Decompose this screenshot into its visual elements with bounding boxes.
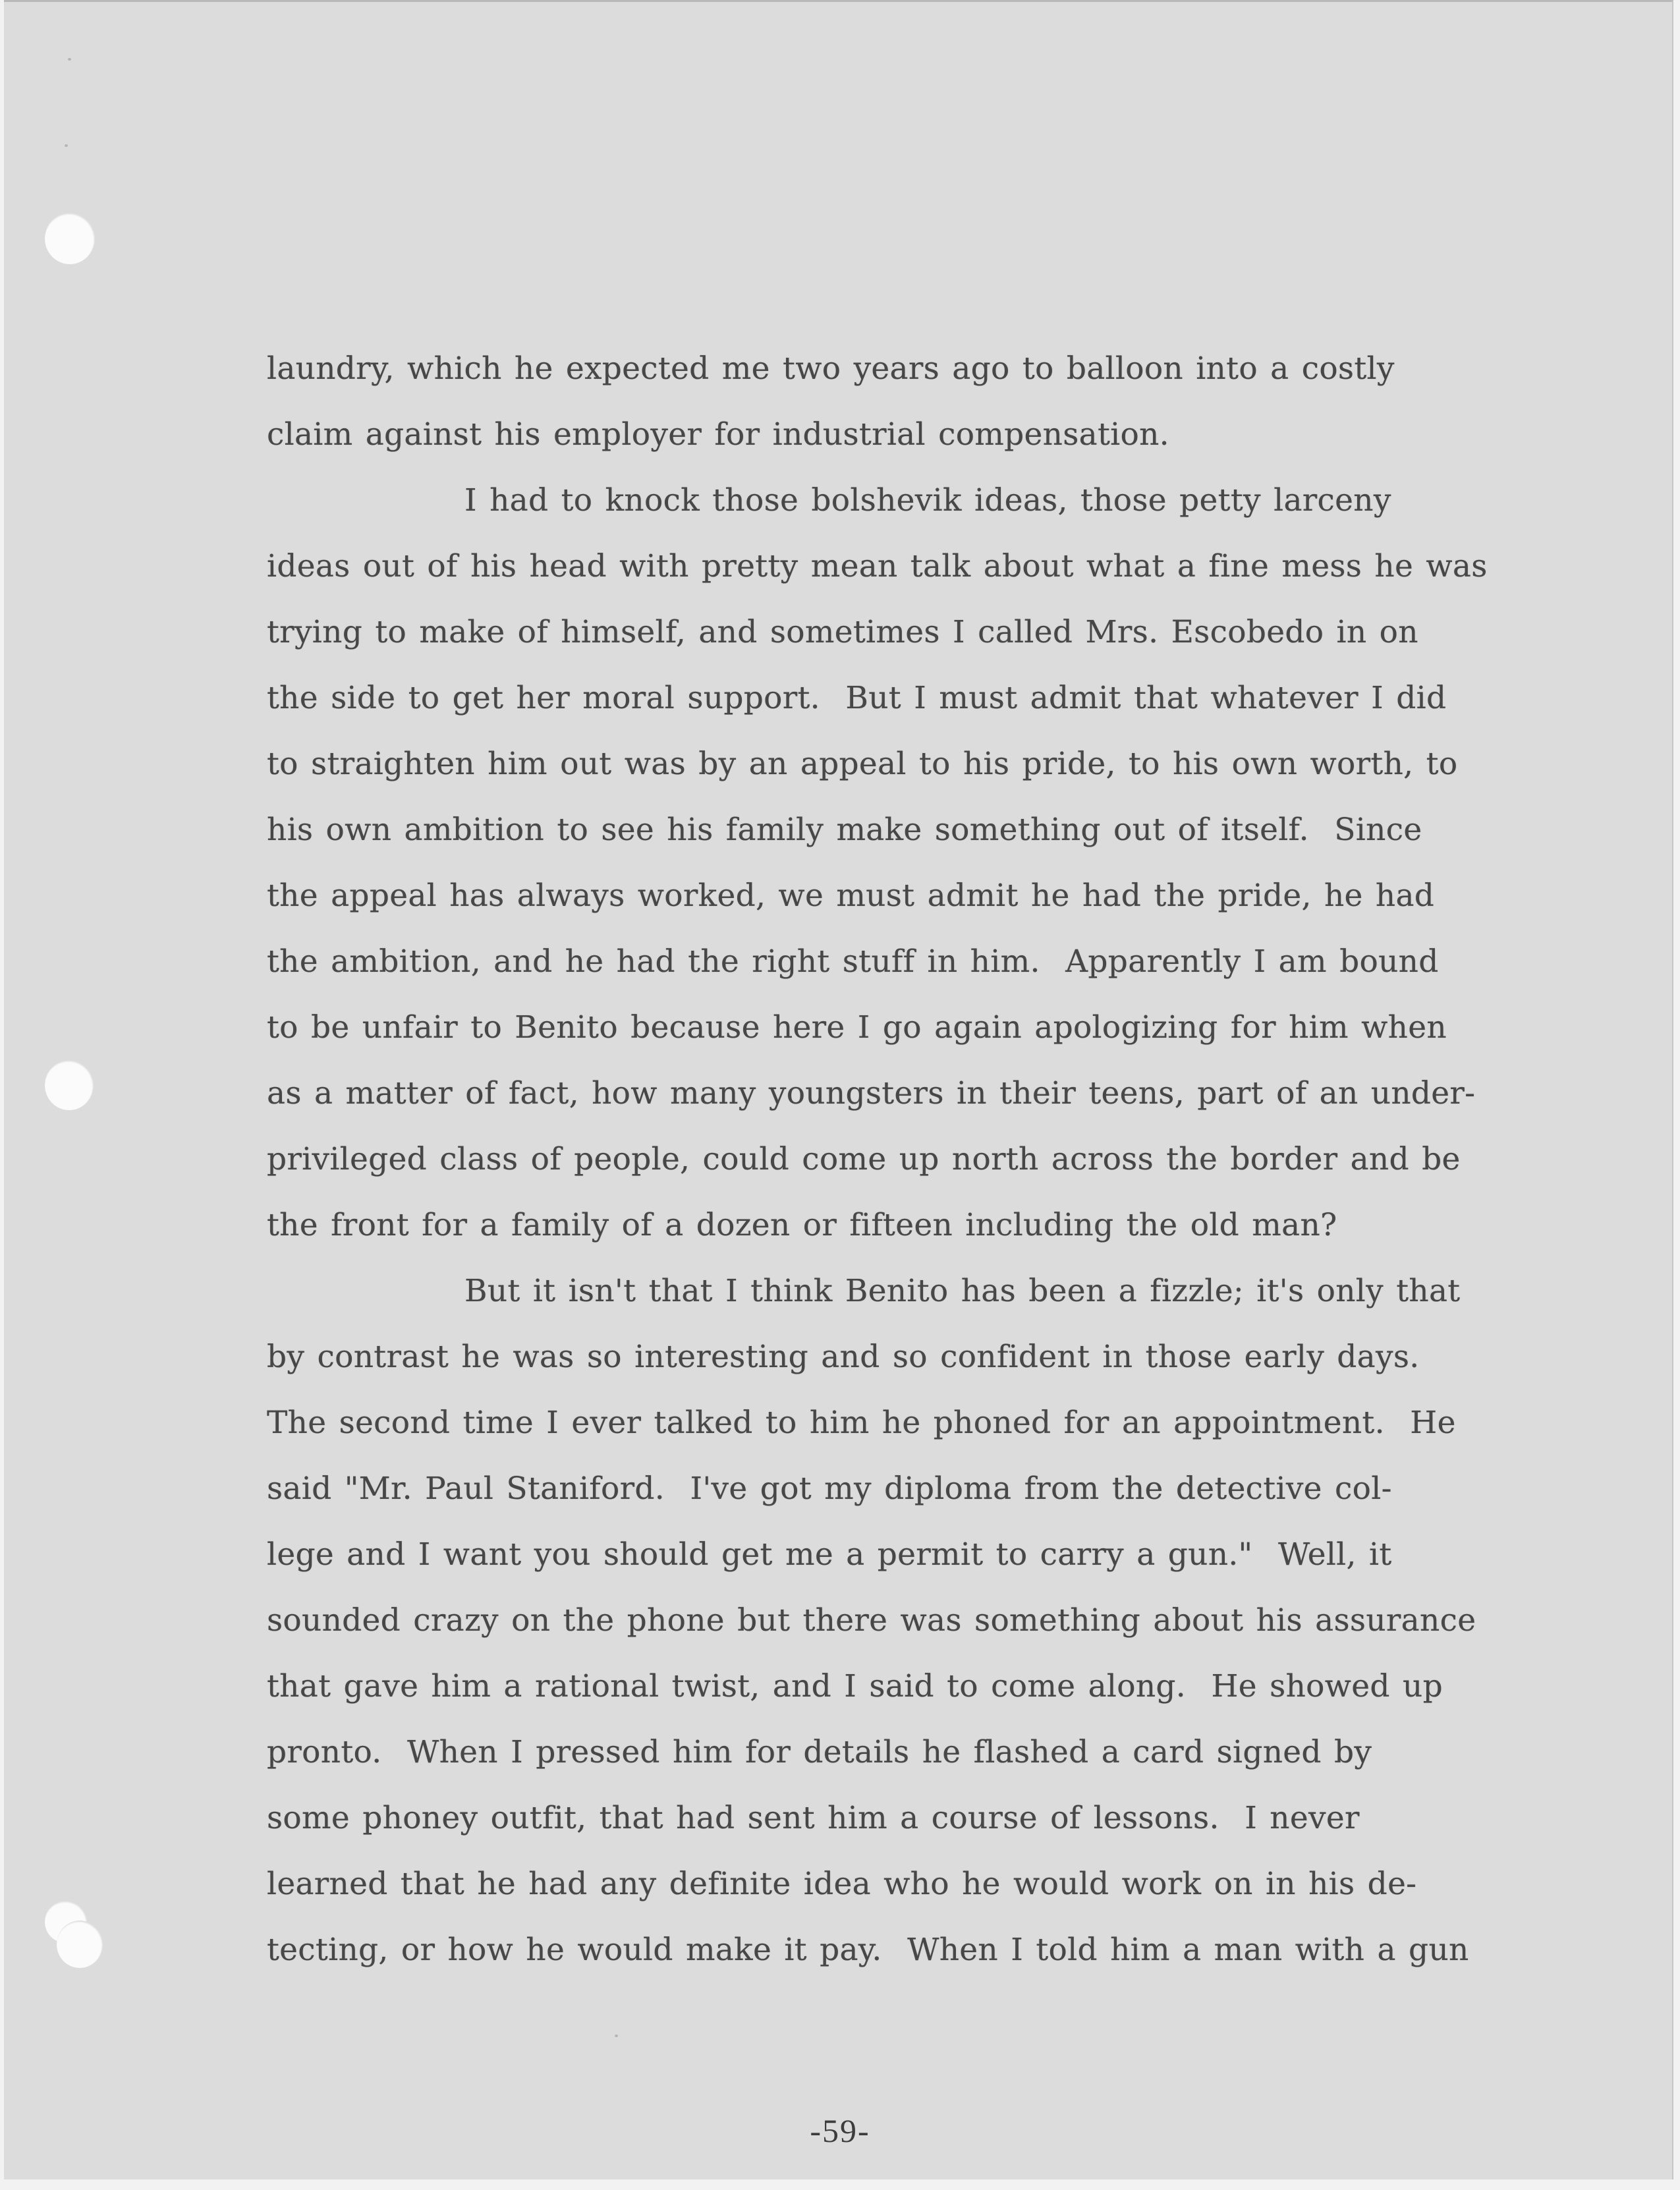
text-line: learned that he had any definite idea who he would work on in his de- (267, 1866, 1417, 1902)
page-number: -59- (810, 2112, 870, 2149)
text-line: to straighten him out was by an appeal to his pride, to his own worth, to (267, 746, 1458, 782)
text-line: the front for a family of a dozen or fifteen including the old man? (267, 1207, 1337, 1243)
text-line: lege and I want you should get me a permit to carry a gun." Well, it (267, 1536, 1392, 1573)
punch-hole-middle (45, 1060, 94, 1110)
text-line: pronto. When I pressed him for details he flashed a card signed by (267, 1734, 1372, 1770)
text-line: tecting, or how he would make it pay. When I told him a man with a gun (267, 1932, 1469, 1968)
text-line: some phoney outfit, that had sent him a course of lessons. I never (267, 1800, 1360, 1836)
punch-hole-bottom-overlap (57, 1921, 103, 1968)
text-line: by contrast he was so interesting and so confident in those early days. (267, 1339, 1420, 1375)
text-line: as a matter of fact, how many youngsters in their teens, part of an under- (267, 1075, 1476, 1111)
paper-speck (615, 2035, 618, 2037)
paper-speck (68, 58, 71, 61)
text-line: sounded crazy on the phone but there was something about his assurance (267, 1602, 1476, 1639)
text-line: claim against his employer for industrial compensation. (267, 416, 1169, 453)
text-line: his own ambition to see his family make something out of itself. Since (267, 812, 1422, 848)
text-line: to be unfair to Benito because here I go again apologizing for him when (267, 1009, 1447, 1046)
text-line: But it isn't that I think Benito has been a fizzle; it's only that (464, 1273, 1461, 1309)
text-line: the ambition, and he had the right stuff in him. Apparently I am bound (267, 943, 1439, 980)
text-line: privileged class of people, could come up north across the border and be (267, 1141, 1461, 1177)
text-line: laundry, which he expected me two years ago to balloon into a costly (267, 351, 1395, 387)
punch-hole-top (45, 213, 95, 264)
text-line: that gave him a rational twist, and I said to come along. He showed up (267, 1668, 1443, 1704)
text-line: the appeal has always worked, we must admit he had the pride, he had (267, 878, 1435, 914)
paper-speck (65, 144, 68, 147)
text-line: ideas out of his head with pretty mean talk about what a fine mess he was (267, 548, 1488, 584)
text-line: I had to knock those bolshevik ideas, those petty larceny (464, 482, 1391, 519)
text-line: The second time I ever talked to him he phoned for an appointment. He (267, 1405, 1456, 1441)
text-line: said "Mr. Paul Staniford. I've got my diploma from the detective col- (267, 1471, 1392, 1507)
text-line: trying to make of himself, and sometimes I called Mrs. Escobedo in on (267, 614, 1418, 650)
body-text (267, 336, 1532, 1983)
text-line: the side to get her moral support. But I must admit that whatever I did (267, 680, 1447, 716)
